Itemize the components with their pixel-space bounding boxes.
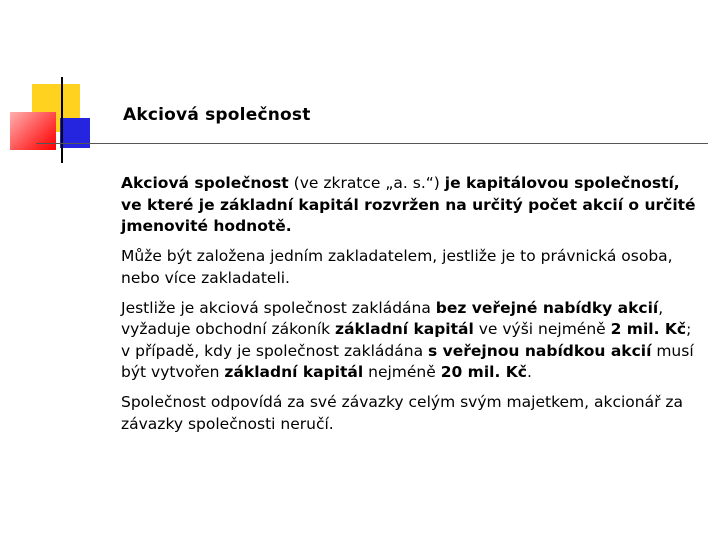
text-run: Jestliže je akciová společnost zakládána xyxy=(121,298,436,317)
paragraph-liability xyxy=(121,392,701,435)
text-run: základní kapitál xyxy=(224,363,364,381)
text-run: 20 mil. Kč xyxy=(440,363,527,381)
text-run: Společnost odpovídá za své závazky celým svým majetkem, akcionář za závazky společnosti neručí. xyxy=(121,393,684,433)
paragraph-definition xyxy=(121,173,701,238)
decor-vertical-line xyxy=(61,77,63,163)
text-run: ; v případě, kdy je společnost zakládána xyxy=(121,320,692,360)
text-run: . xyxy=(526,363,532,381)
text-run: je kapitálovou společností, ve které je základní kapitál rozvržen na určitý počet akcií o určité jmenovité hodnotě. xyxy=(121,174,696,235)
text-run: 2 mil. Kč xyxy=(610,320,687,338)
paragraph-capital xyxy=(121,298,701,384)
title-divider xyxy=(36,143,708,144)
slide-body xyxy=(121,173,701,444)
text-run: musí být vytvořen xyxy=(121,341,694,381)
slide-title: Akciová společnost xyxy=(123,105,311,125)
text-run: (ve zkratce „a. s.“) xyxy=(288,174,445,192)
text-run: bez veřejné nabídky akcií xyxy=(435,298,659,317)
decor-red-square xyxy=(10,112,56,150)
text-run: ve výši nejméně xyxy=(473,320,611,338)
text-run: Může být založena jedním zakladatelem, jestliže je to právnická osoba, nebo více zakladateli. xyxy=(121,247,673,287)
text-run: základní kapitál xyxy=(335,320,474,338)
text-run: Akciová společnost xyxy=(121,174,289,192)
text-run: s veřejnou nabídkou akcií xyxy=(428,341,652,360)
paragraph-founders xyxy=(121,246,701,289)
text-run: nejméně xyxy=(363,363,441,381)
text-run: , vyžaduje obchodní zákoník xyxy=(121,298,664,338)
